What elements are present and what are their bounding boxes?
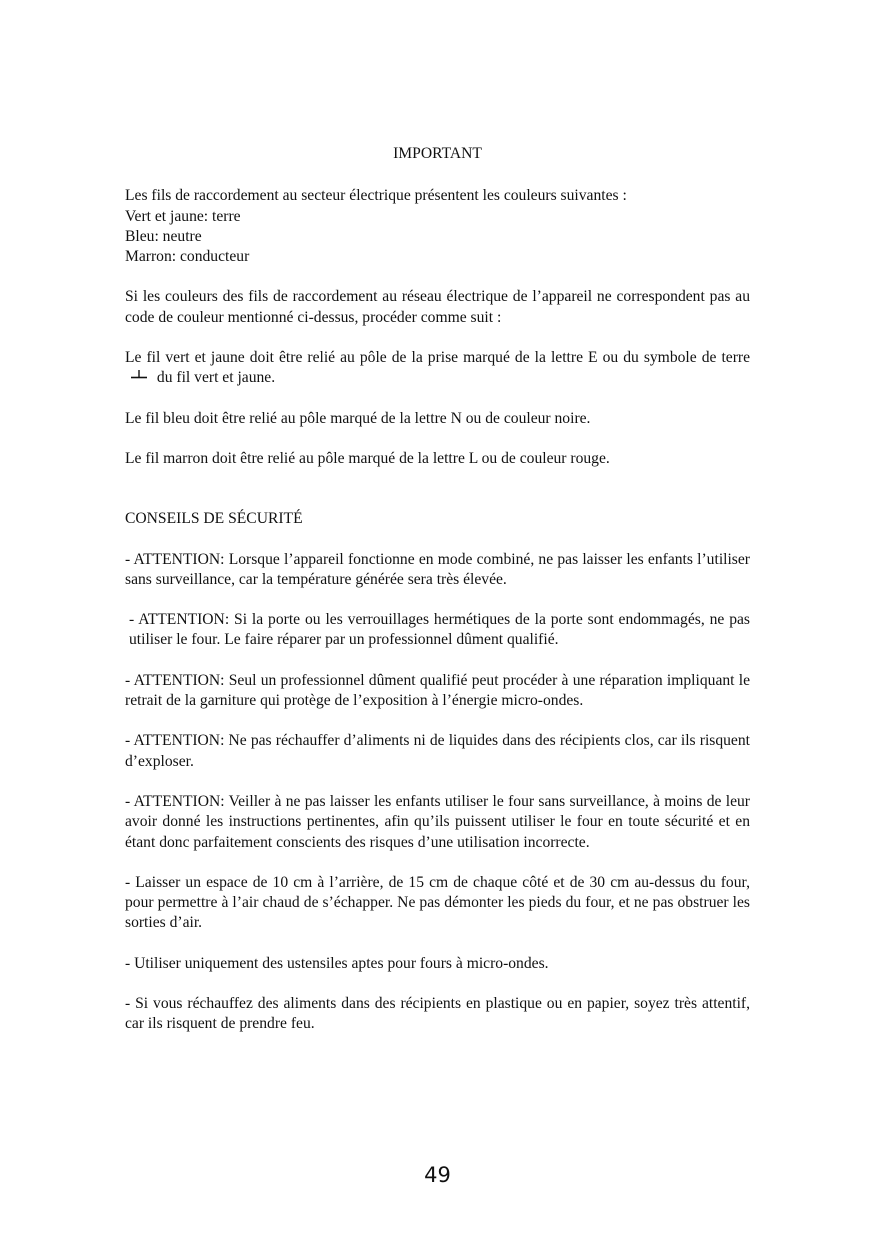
safety-item-7: - Utiliser uniquement des ustensiles aptes pour fours à micro-ondes. xyxy=(125,954,549,972)
section-spacer xyxy=(125,489,750,509)
mismatch-paragraph: Si les couleurs des fils de raccordement au réseau électrique de l’appareil ne correspondent pas au code de couleur mentionné ci-dessus, procéder comme suit : xyxy=(125,288,750,326)
earth-ground-icon xyxy=(129,369,149,383)
safety-item-5: - ATTENTION: Veiller à ne pas laisser les enfants utiliser le four sans surveillance, à moins de leur avoir donné les instructions pertinentes, afin qu’ils puissent utiliser le four en toute sécurité et en étant donc parfaitement conscients des risques d’une utilisation incorrecte. xyxy=(125,792,750,851)
green-yellow-paragraph xyxy=(125,348,750,389)
safety-item-8: - Si vous réchauffez des aliments dans des récipients en plastique ou en papier, soyez très attentif, car ils risquent de prendre feu. xyxy=(125,995,750,1033)
safety-item-2: - ATTENTION: Si la porte ou les verrouillages hermétiques de la porte sont endommagés, ne pas utiliser le four. Le faire réparer par un professionnel dûment qualifié. xyxy=(129,611,750,649)
wire-colors-block xyxy=(125,186,750,267)
page-number: 49 xyxy=(424,1163,451,1187)
wire-color-live: Marron: conducteur xyxy=(125,248,250,266)
safety-item-6: - Laisser un espace de 10 cm à l’arrière, de 15 cm de chaque côté et de 30 cm au-dessus du four, pour permettre à l’air chaud de s’échapper. Ne pas démonter les pieds du four, et ne pas obstruer les sorties d’air. xyxy=(125,873,750,932)
safety-item-3: - ATTENTION: Seul un professionnel dûment qualifié peut procéder à une réparation impliquant le retrait de la garniture qui protège de l’exposition à l’énergie micro-ondes. xyxy=(125,671,750,710)
blue-wire-paragraph: Le fil bleu doit être relié au pôle marqué de la lettre N ou de couleur noire. xyxy=(125,409,591,427)
brown-wire-paragraph: Le fil marron doit être relié au pôle marqué de la lettre L ou de couleur rouge. xyxy=(125,449,610,467)
wire-color-neutral: Bleu: neutre xyxy=(125,227,202,245)
safety-item-1: - ATTENTION: Lorsque l’appareil fonctionne en mode combiné, ne pas laisser les enfants l’utiliser sans surveillance, car la température générée sera très élevée. xyxy=(125,550,750,588)
safety-item-4: - ATTENTION: Ne pas réchauffer d’aliments ni de liquides dans des récipients clos, car ils risquent d’exploser. xyxy=(125,732,750,770)
wire-color-earth: Vert et jaune: terre xyxy=(125,207,241,225)
wire-intro: Les fils de raccordement au secteur électrique présentent les couleurs suivantes : xyxy=(125,187,627,205)
page-content xyxy=(125,144,750,1055)
green-yellow-text-2: du fil vert et jaune. xyxy=(156,369,276,387)
safety-heading: CONSEILS DE SÉCURITÉ xyxy=(125,510,303,528)
important-heading: IMPORTANT xyxy=(393,145,482,162)
green-yellow-text-1: Le fil vert et jaune doit être relié au pôle de la prise marqué de la lettre E ou du symbole de terre xyxy=(125,349,750,367)
